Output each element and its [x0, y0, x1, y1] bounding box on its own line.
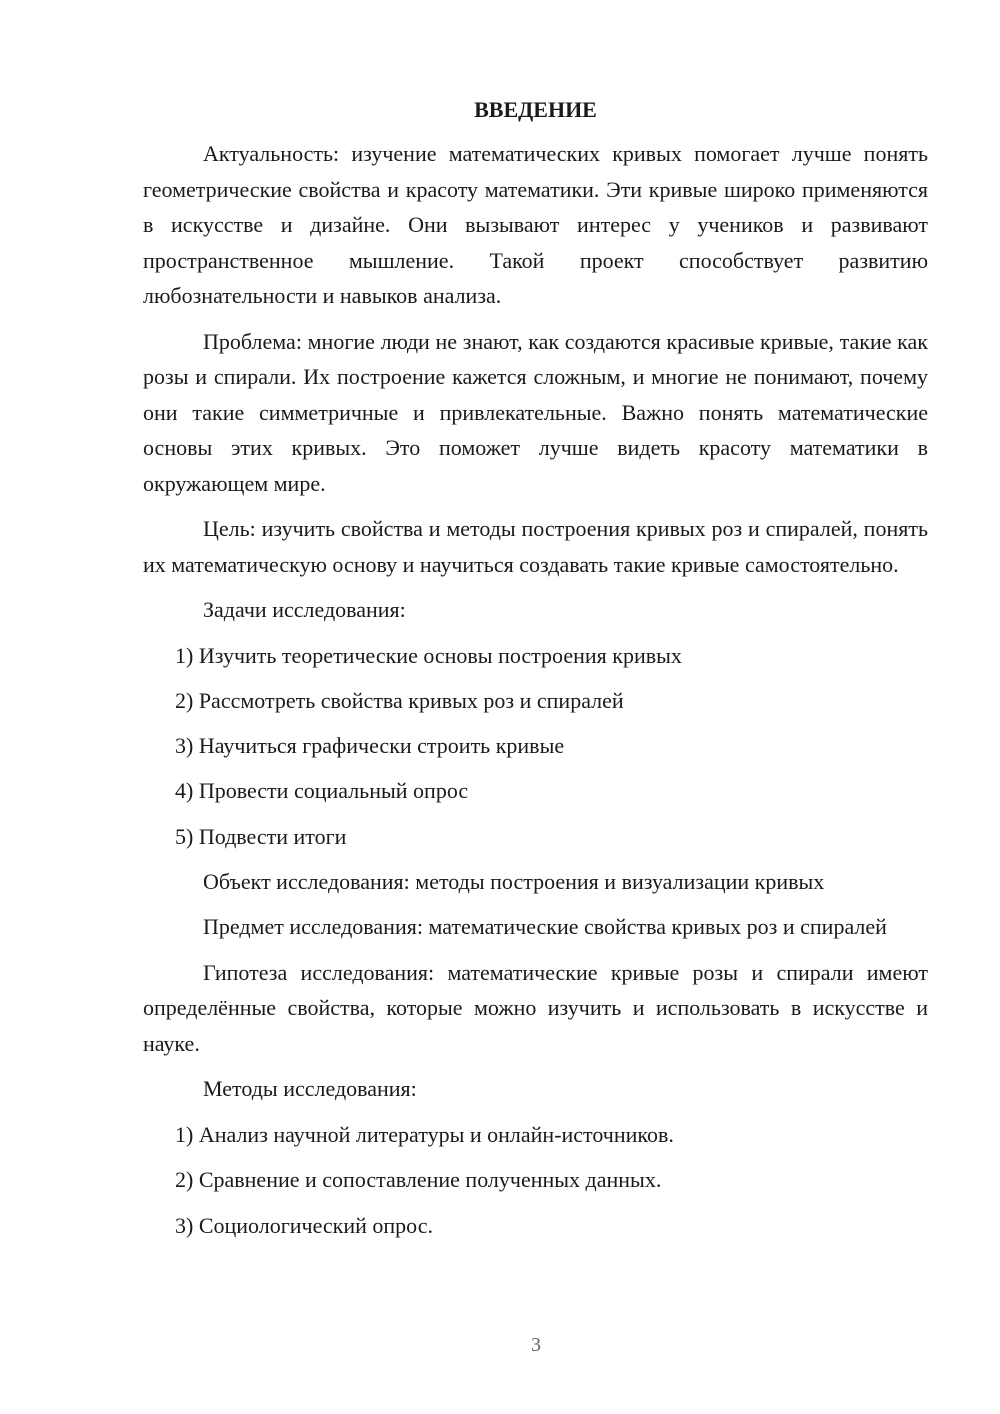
subject-paragraph: Предмет исследования: математические свойства кривых роз и спиралей [203, 914, 887, 940]
object-paragraph: Объект исследования: методы построения и визуализации кривых [203, 868, 825, 894]
method-item: 3) Социологический опрос. [175, 1212, 433, 1238]
task-item: 4) Провести социальный опрос [175, 778, 469, 804]
relevance-paragraph: Актуальность: изучение математических кривых помогает лучше понять геометрические свойства и красоту математики. Эти кривые широко применяются в искусстве и дизайне. Они вызывают интерес у учеников и развивают пространственное мышление. Такой проект способствует развитию любознательности и навыков анализа. [143, 141, 928, 308]
hypothesis-paragraph: Гипотеза исследования: математические кривые розы и спирали имеют определённые свойства, которые можно изучить и использовать в искусстве и науке. [143, 959, 928, 1056]
task-item: 1) Изучить теоретические основы построения кривых [175, 642, 682, 668]
page-number: 3 [531, 1334, 541, 1356]
task-item: 3) Научиться графически строить кривые [175, 733, 565, 759]
task-item: 2) Рассмотреть свойства кривых роз и спиралей [175, 687, 624, 713]
methods-heading: Методы исследования: [203, 1076, 417, 1102]
method-item: 1) Анализ научной литературы и онлайн-источников. [175, 1121, 674, 1147]
task-item: 5) Подвести итоги [175, 823, 347, 849]
goal-paragraph: Цель: изучить свойства и методы построения кривых роз и спиралей, понять их математическую основу и научиться создавать такие кривые самостоятельно. [143, 516, 928, 577]
tasks-list [143, 638, 928, 855]
methods-list [143, 1117, 928, 1243]
problem-paragraph: Проблема: многие люди не знают, как создаются красивые кривые, такие как розы и спирали. Их построение кажется сложным, и многие не понимают, почему они такие симметричные и привлекательные. Важно понять математические основы этих кривых. Это поможет лучше видеть красоту математики в окружающем мире. [143, 328, 928, 496]
page-content [143, 96, 928, 1253]
method-item: 2) Сравнение и сопоставление полученных данных. [175, 1167, 662, 1193]
tasks-heading: Задачи исследования: [203, 597, 406, 622]
section-title: ВВЕДЕНИЕ [474, 97, 597, 122]
